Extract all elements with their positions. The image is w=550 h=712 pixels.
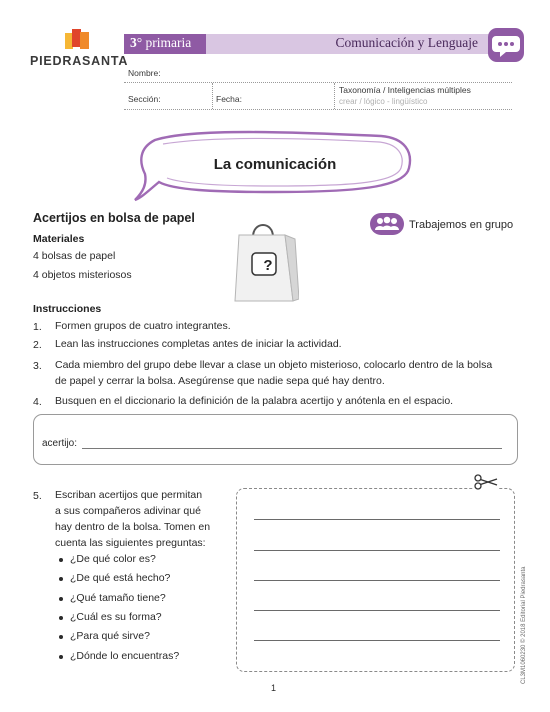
step-text: Lean las instrucciones completas antes de iniciar la actividad. <box>55 338 342 350</box>
question-item: ¿Qué tamaño tiene? <box>70 592 166 604</box>
step-number: 2. <box>33 339 42 351</box>
copyright-code: CL3M1060230 © 2018 Editorial Piedrasanta <box>521 566 527 684</box>
bullet-icon <box>59 655 63 659</box>
step5-text: Escriban acertijos que permitan <box>55 489 203 501</box>
date-label: Fecha: <box>216 94 242 104</box>
step-text: Formen grupos de cuatro integrantes. <box>55 320 231 332</box>
group-work-label: Trabajemos en grupo <box>409 219 514 231</box>
step-number: 1. <box>33 321 42 333</box>
question-item: ¿De qué color es? <box>70 553 156 565</box>
info-divider <box>334 83 335 109</box>
grade-badge <box>124 34 206 54</box>
answer-box <box>33 414 518 465</box>
info-bottom-line <box>124 109 512 110</box>
bullet-icon <box>59 635 63 639</box>
question-item: ¿Cuál es su forma? <box>70 611 162 623</box>
name-label: Nombre: <box>128 68 161 78</box>
grade-label: ° primaria <box>136 35 192 50</box>
page-title: La comunicación <box>213 156 337 173</box>
publisher-logo-text: PIEDRASANTA <box>30 54 129 68</box>
riddle-write-line[interactable] <box>254 640 500 641</box>
bullet-icon <box>59 577 63 581</box>
taxonomy-values: crear / lógico - lingüístico <box>339 97 428 106</box>
step5-text: hay dentro de la bolsa. Tomen en <box>55 521 211 533</box>
scissors-icon <box>473 474 499 490</box>
taxonomy-label: Taxonomía / Inteligencias múltiples <box>339 85 471 95</box>
material-item: 4 objetos misteriosos <box>33 269 132 281</box>
piedrasanta-logo-icon <box>65 27 91 51</box>
bullet-icon <box>59 597 63 601</box>
step5-text: cuenta las siguientes preguntas: <box>55 537 206 549</box>
question-item: ¿Dónde lo encuentras? <box>70 650 180 662</box>
subject-title: Comunicación y Lenguaje <box>206 34 492 54</box>
instructions-heading: Instrucciones <box>33 303 102 315</box>
page-number: 1 <box>271 683 277 693</box>
section-label: Sección: <box>128 94 161 104</box>
name-line[interactable] <box>124 82 512 83</box>
question-item: ¿Para qué sirve? <box>70 630 150 642</box>
activity-title: Acertijos en bolsa de papel <box>33 211 195 225</box>
answer-write-line[interactable] <box>82 448 502 449</box>
step-number: 3. <box>33 360 42 372</box>
question-item: ¿De qué está hecho? <box>70 572 171 584</box>
bag-question-mark: ? <box>263 257 273 274</box>
material-item: 4 bolsas de papel <box>33 250 116 262</box>
step-number: 5. <box>33 490 42 502</box>
group-icon <box>370 213 404 235</box>
materials-heading: Materiales <box>33 233 85 245</box>
riddle-write-line[interactable] <box>254 550 500 551</box>
riddle-write-line[interactable] <box>254 610 500 611</box>
answer-label: acertijo: <box>42 438 78 449</box>
grade-number: 3 <box>130 35 137 50</box>
riddle-write-line[interactable] <box>254 580 500 581</box>
bullet-icon <box>59 616 63 620</box>
step-text: Busquen en el diccionario la definición de la palabra acertijo y anótenla en el espacio. <box>55 395 454 407</box>
step-number: 4. <box>33 396 42 408</box>
riddle-write-line[interactable] <box>254 519 500 520</box>
bullet-icon <box>59 558 63 562</box>
step5-text: a sus compañeros adivinar qué <box>55 505 201 517</box>
step-text: de papel y cerrar la bolsa. Asegúrense que nadie sepa qué hay dentro. <box>55 375 385 387</box>
step-text: Cada miembro del grupo debe llevar a clase un objeto misterioso, colocarlo dentro de la bolsa <box>55 359 493 371</box>
info-divider <box>212 83 213 109</box>
speech-bubble-icon <box>486 26 526 64</box>
